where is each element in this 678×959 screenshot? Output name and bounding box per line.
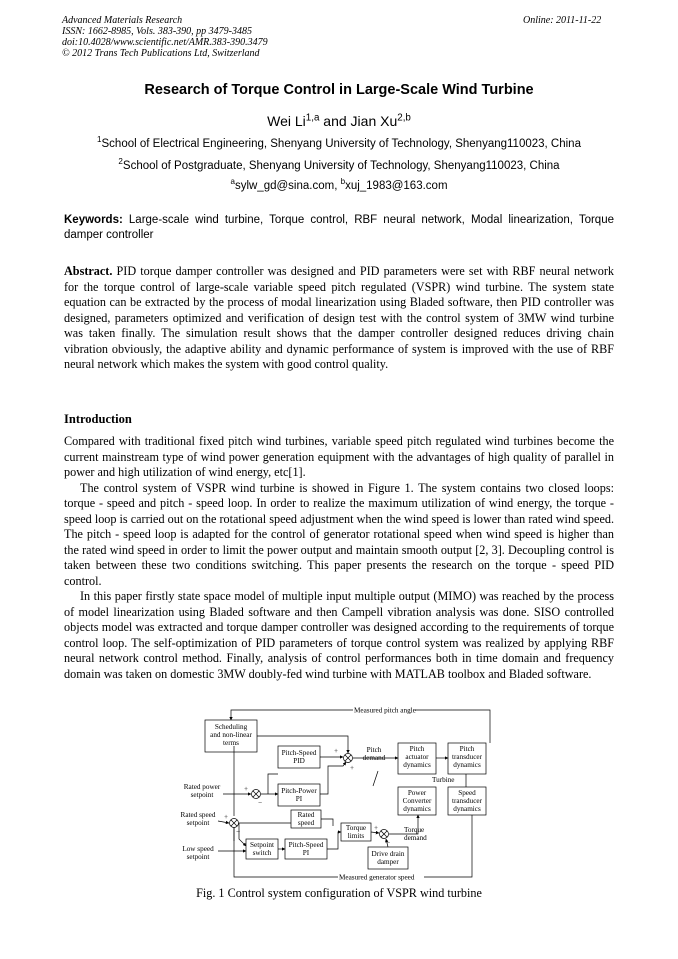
email-a[interactable]: sylw_gd@sina.com <box>234 180 335 192</box>
sign-plus-2: + <box>350 764 355 772</box>
affiliation-2-sup: 2 <box>118 157 123 167</box>
low-speed-label-1: Low speed <box>182 845 214 853</box>
scheduling-label-2: and non-linear <box>210 731 252 739</box>
author-1-sup: 1,a <box>305 112 320 124</box>
rated-power-label-2: setpoint <box>190 791 214 799</box>
power-converter-label-3: dynamics <box>403 805 431 813</box>
speed-transducer-label-1: Speed <box>458 789 476 797</box>
rated-power-label-1: Rated power <box>183 783 221 791</box>
introduction-body <box>64 434 614 682</box>
affiliation-1-text: School of Electrical Engineering, Shenyang University of Technology, Shenyang110023, China <box>101 138 581 150</box>
email-a-sup: a <box>230 177 235 187</box>
email-b[interactable]: xuj_1983@163.com <box>345 180 448 192</box>
pitch-transducer-label-3: dynamics <box>453 761 481 769</box>
turbine-label: Turbine <box>432 776 455 784</box>
power-converter-label-1: Power <box>407 789 427 797</box>
pitch-transducer-label-2: transducer <box>452 753 482 761</box>
measured-gen-label: Measured generator speed <box>339 873 415 882</box>
torque-limits-label-1: Torque <box>345 824 367 832</box>
journal-name: Advanced Materials Research <box>62 15 183 26</box>
torque-demand-label-1: Torque <box>404 826 425 834</box>
affiliation-1-sup: 1 <box>97 135 102 145</box>
abstract <box>64 264 614 373</box>
email-b-sup: b <box>340 177 346 187</box>
low-speed-label-2: setpoint <box>186 853 210 861</box>
figure-caption: Fig. 1 Control system configuration of VSPR wind turbine <box>196 886 482 900</box>
measured-pitch-label: Measured pitch angle <box>354 706 416 715</box>
rated-speed-in-label-1: Rated speed <box>180 811 216 819</box>
pitch-demand-label-2: demand <box>362 754 386 762</box>
speed-transducer-label-3: dynamics <box>453 805 481 813</box>
author-1: Wei Li <box>267 113 306 129</box>
keywords-label: Keywords: <box>64 214 123 226</box>
pitch-speed-pi-label-2: PI <box>302 849 310 857</box>
sign-plus-1: + <box>334 747 339 755</box>
rated-speed-label-2: speed <box>297 819 315 827</box>
keywords <box>64 213 618 243</box>
rated-speed-label-1: Rated <box>297 811 315 819</box>
control-system-diagram <box>178 706 498 886</box>
abstract-label: Abstract. <box>64 264 113 278</box>
pitch-actuator-label-1: Pitch <box>409 745 425 753</box>
torque-demand-label-2: demand <box>404 834 427 842</box>
paper-title: Research of Torque Control in Large-Scale Wind Turbine <box>144 82 534 98</box>
pitch-speed-pi-label-1: Pitch-Speed <box>288 841 324 849</box>
author-2-sup: 2,b <box>397 112 411 124</box>
copyright-line: © 2012 Trans Tech Publications Ltd, Switzerland <box>62 48 260 59</box>
pitch-actuator-label-2: actuator <box>405 753 429 761</box>
intro-paragraph-1: Compared with traditional fixed pitch wind turbines, variable speed pitch regulated wind turbines become the current mainstream type of wind power generation equipment with the advantages of high quality of parallel in power and high utilization of wind energy, etc[1]. <box>64 434 614 479</box>
torque-limits-label-2: limits <box>347 832 365 840</box>
speed-transducer-label-2: transducer <box>452 797 482 805</box>
power-converter-label-2: Converter <box>402 797 432 805</box>
sign-minus-3: − <box>386 839 391 847</box>
email-line <box>0 177 678 192</box>
affiliation-1 <box>0 135 678 150</box>
intro-paragraph-2: The control system of VSPR wind turbine is showed in Figure 1. The system contains two closed loops: torque - speed and pitch - speed loop. In order to realize the maximum utilization of wind energy, the torque - speed loop is carried out on the rotational speed adjustment when the wind speed is lower than rated wind speed. The pitch - speed loop is adapted for the control of generator rotational speed when wind speed is higher than the rated wind speed in order to limit the power output and maintain smooth output [2, 3]. Decoupling control is taken between these two conditions switching. This paper presents the research on the torque - speed PID control. <box>64 480 614 588</box>
online-date: Online: 2011-11-22 <box>523 15 602 26</box>
author-line <box>0 113 678 129</box>
doi-line: doi:10.4028/www.scientific.net/AMR.383-390.3479 <box>62 37 268 48</box>
issn-line: ISSN: 1662-8985, Vols. 383-390, pp 3479-3485 <box>62 26 252 37</box>
sign-plus-3: + <box>244 785 249 793</box>
pitch-actuator-label-3: dynamics <box>403 761 431 769</box>
scheduling-label-1: Scheduling <box>214 723 248 731</box>
drive-train-label-2: damper <box>377 858 399 866</box>
sign-plus-5: + <box>374 824 379 832</box>
pitch-speed-pid-label-1: Pitch-Speed <box>281 749 317 757</box>
sign-plus-4: + <box>224 813 229 821</box>
author-2: Jian Xu <box>350 113 398 129</box>
setpoint-switch-label-1: Setpoint <box>250 841 274 849</box>
affiliation-2-text: School of Postgraduate, Shenyang University of Technology, Shenyang110023, China <box>122 160 560 172</box>
intro-paragraph-3: In this paper firstly state space model of multiple input multiple output (MIMO) was reached by the process of model linearization using Bladed software and then Campell vibration analysis was done. SISO controlled objects model was extracted and torque damper controller was designed according to the requirements of torque control loop. The self-optimization of PID parameters of torque control system was realized by applying RBF neural network control method. Finally, analysis of control performances both in time domain and frequency domain was taken on domestic 3MW doubly-fed wind turbine with MATLAB toolbox and Bladed software. <box>64 589 614 681</box>
sign-minus-2: − <box>236 828 241 836</box>
rated-speed-in-label-2: setpoint <box>186 819 210 827</box>
pitch-demand-label-1: Pitch <box>366 746 382 754</box>
scheduling-label-3: terms <box>223 739 239 747</box>
keywords-text: Large-scale wind turbine, Torque control, RBF neural network, Modal linearization, Torque damper controller <box>64 214 618 241</box>
introduction-heading: Introduction <box>64 412 132 426</box>
pitch-power-pi-label-1: Pitch-Power <box>281 787 317 795</box>
setpoint-switch-label-2: switch <box>252 849 272 857</box>
affiliation-2 <box>0 157 678 172</box>
pitch-power-pi-label-2: PI <box>295 795 303 803</box>
pitch-speed-pid-label-2: PID <box>293 757 305 765</box>
email-sep: , <box>334 180 341 192</box>
sign-minus-1: − <box>258 799 263 807</box>
pitch-transducer-label-1: Pitch <box>459 745 475 753</box>
abstract-text: PID torque damper controller was designed and PID parameters were set with RBF neural network for the torque control of large-scale variable speed pitch regulated (VSPR) wind turbine. The system state equation can be extracted by the process of modal linearization using Bladed software, then PID controller was designed, parameters optimized and verification of design test with the control system of 3MW wind turbine was taken finally. The simulation result shows that the damper controller designed reduces driving chain vibration obviously, the adaptive ability and dynamic performance of system is improved with the use of RBF neural network which makes the system with good control quality. <box>64 264 614 371</box>
journal-header <box>62 15 268 59</box>
drive-train-label-1: Drive drain <box>371 850 405 858</box>
author-and: and <box>319 113 351 129</box>
